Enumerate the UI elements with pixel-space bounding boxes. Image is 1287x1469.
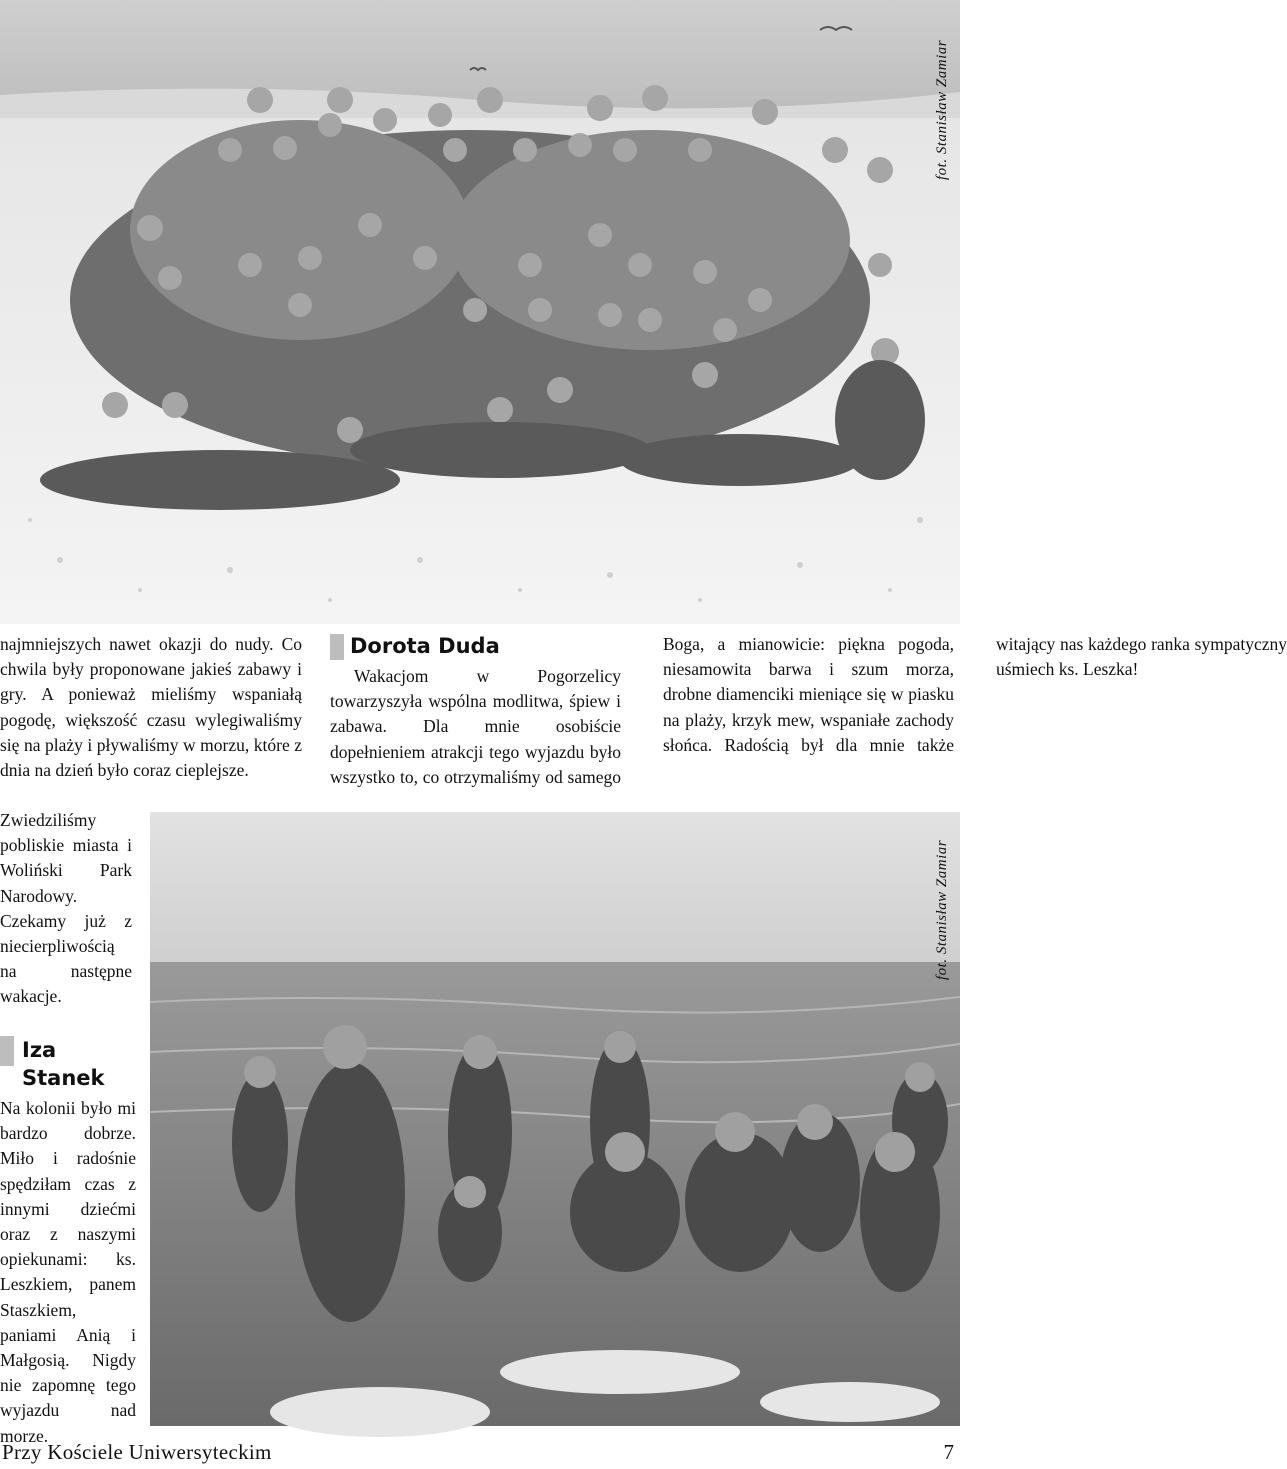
article-heading <box>0 1036 136 1092</box>
group-beach-photo <box>0 0 960 624</box>
article-text: Wakacjom w Pogorzelicy towarzyszyła wspólna modlitwa, śpiew i zabawa. Dla mnie osobiście dopełnieniem atrakcji tego wyjazdu było wszystko to, co otrzymaliśmy od samego Boga, a mianowicie: piękna pogoda, niesamowita barwa i szum morza, drobne diamenciki mieniące się w piasku na plaży, krzyk mew, wspaniałe zachody słońca. Radością był dla mnie także witający nas każdego ranka sympatyczny uśmiech ks. Leszka! <box>330 634 1287 787</box>
publication-title: Przy Kościele Uniwersyteckim <box>2 1440 272 1464</box>
left-column-narrow <box>0 808 132 1010</box>
article-dorota-duda <box>330 632 1287 802</box>
page-number: 7 <box>943 1440 954 1464</box>
page-footer <box>0 1438 960 1469</box>
heading-marker <box>0 1036 14 1066</box>
article-author: Iza Stanek <box>22 1038 105 1090</box>
article-text: Na kolonii było mi bardzo dobrze. Miło i radośnie spędziłam czas z innymi dziećmi oraz z naszymi opiekunami: ks. Leszkiem, panem Staszkiem, paniami Anią i Małgosią. Nigdy nie zapomnę tego wyjazdu nad morze. <box>0 1098 136 1446</box>
left-column <box>0 632 302 783</box>
article-heading <box>330 632 621 660</box>
heading-marker <box>330 634 344 660</box>
bottom-photo-credit: fot. Stanisław Zamiar <box>934 839 950 980</box>
kids-in-sea-photo <box>150 812 960 1426</box>
article-iza-stanek <box>0 1036 136 1449</box>
top-photo-credit: fot. Stanisław Zamiar <box>934 39 950 180</box>
left-column-text: najmniejszych nawet okazji do nudy. Co chwila były proponowane jakieś zabawy i gry. A ponieważ mieliśmy wspaniałą pogodę, większość czasu wylegiwaliśmy się na plaży i pływaliśmy w morzu, które z dnia na dzień było coraz cieplejsze. <box>0 634 302 781</box>
article-author: Dorota Duda <box>350 634 500 658</box>
left-column-narrow-text: Zwiedziliśmy pobliskie miasta i Woliński Park Narodowy. Czekamy już z niecierpliwością na następne wakacje. <box>0 810 132 1007</box>
